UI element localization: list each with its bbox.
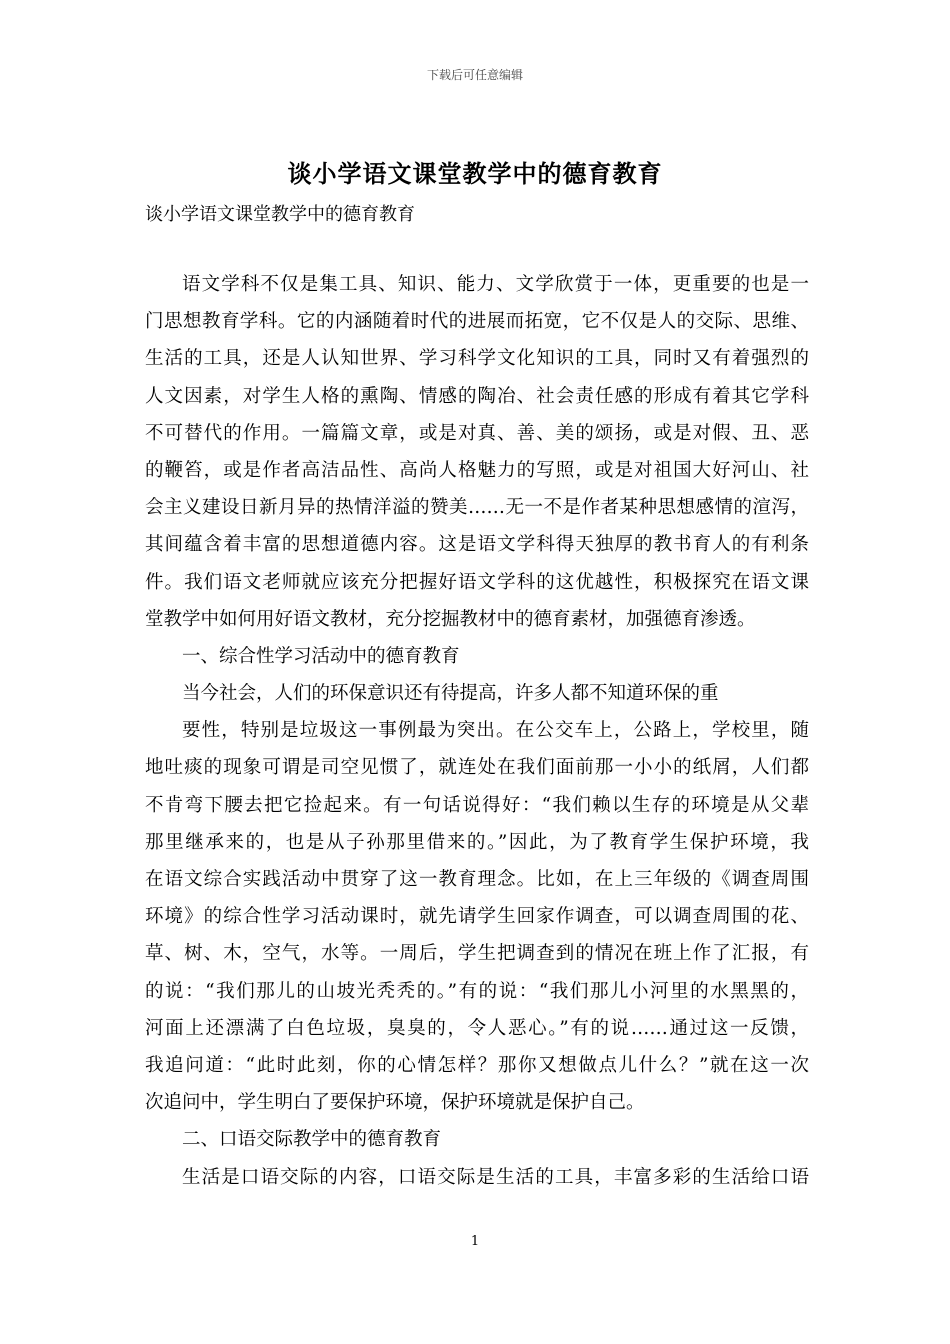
paragraph-line: 我追问道：“此时此刻，你的心情怎样？那你又想做点儿什么？”就在这一次 <box>145 1054 809 1076</box>
paragraph-line: 件。我们语文老师就应该充分把握好语文学科的这优越性，积极探究在语文课 <box>145 571 809 593</box>
paragraph-line: 不可替代的作用。一篇篇文章，或是对真、善、美的颂扬，或是对假、丑、恶 <box>145 422 809 444</box>
paragraph-line: 的鞭笞，或是作者高洁品性、高尚人格魅力的写照，或是对祖国大好河山、社 <box>145 459 809 481</box>
paragraph-line: 草、树、木，空气，水等。一周后，学生把调查到的情况在班上作了汇报，有 <box>145 943 809 965</box>
paragraph-line: 在语文综合实践活动中贯穿了这一教育理念。比如，在上三年级的《调查周围 <box>145 869 809 890</box>
paragraph-line: 会主义建设日新月异的热情洋溢的赞美……无一不是作者某种思想感情的渲泻， <box>145 497 809 519</box>
section-heading: 二、口语交际教学中的德育教育 <box>182 1129 442 1151</box>
paragraph-line: 门思想教育学科。它的内涵随着时代的进展而拓宽，它不仅是人的交际、思维、 <box>145 311 809 333</box>
page-number: 1 <box>470 1234 480 1249</box>
paragraph-line: 地吐痰的现象可谓是司空见惯了，就连处在我们面前那一小小的纸屑，人们都 <box>145 757 809 779</box>
document-subtitle: 谈小学语文课堂教学中的德育教育 <box>145 204 415 225</box>
paragraph-line: 生活的工具，还是人认知世界、学习科学文化知识的工具，同时又有着强烈的 <box>145 348 809 370</box>
section-heading: 一、综合性学习活动中的德育教育 <box>182 645 460 667</box>
paragraph-line: 那里继承来的，也是从子孙那里借来的。”因此，为了教育学生保护环境，我 <box>145 831 809 853</box>
paragraph-line: 堂教学中如何用好语文教材，充分挖掘教材中的德育素材，加强德育渗透。 <box>145 608 756 630</box>
paragraph-line: 次追问中，学生明白了要保护环境，保护环境就是保护自己。 <box>145 1092 645 1114</box>
paragraph-line: 环境》的综合性学习活动课时，就先请学生回家作调查，可以调查周围的花、 <box>145 906 809 928</box>
paragraph-line: 当今社会，人们的环保意识还有待提高，许多人都不知道环保的重 <box>182 683 719 705</box>
paragraph-line: 的说：“我们那儿的山坡光秃秃的。”有的说：“我们那儿小河里的水黑黑的， <box>145 980 809 1002</box>
paragraph-line: 语文学科不仅是集工具、知识、能力、文学欣赏于一体，更重要的也是一 <box>182 274 809 295</box>
document-body <box>145 266 809 1196</box>
paragraph-line: 生活是口语交际的内容，口语交际是生活的工具，丰富多彩的生活给口语 <box>182 1166 809 1188</box>
paragraph-line: 不肯弯下腰去把它捡起来。有一句话说得好：“我们赖以生存的环境是从父辈 <box>145 794 809 816</box>
header-note: 下载后可任意编辑 <box>426 68 523 82</box>
paragraph-line: 其间蕴含着丰富的思想道德内容。这是语文学科得天独厚的教书育人的有利条 <box>145 534 809 556</box>
paragraph-line: 河面上还漂满了白色垃圾，臭臭的，令人恶心。”有的说……通过这一反馈， <box>145 1017 809 1039</box>
paragraph-line: 要性，特别是垃圾这一事例最为突出。在公交车上，公路上，学校里，随 <box>182 720 809 742</box>
paragraph-line: 人文因素，对学生人格的熏陶、情感的陶冶、社会责任感的形成有着其它学科 <box>145 385 809 407</box>
document-title: 谈小学语文课堂教学中的德育教育 <box>287 159 663 188</box>
